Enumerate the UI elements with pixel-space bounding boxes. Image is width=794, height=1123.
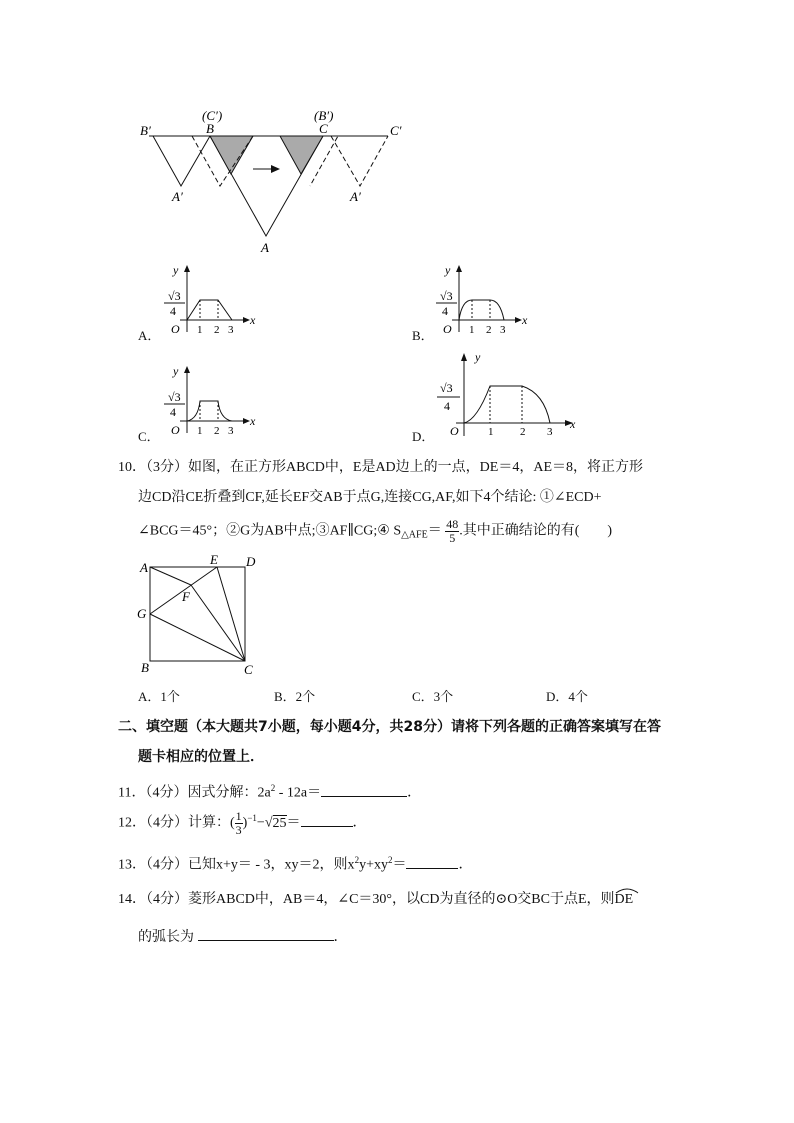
q10-line3: ∠BCG＝45°；②G为AB中点;③AF∥CG;④ $S_{\triangle AFE}=$ $\frac{48}{5}$ .其中正确结论的有( ) [138,517,613,545]
q9-main-figure [130,100,420,260]
svg-text:4: 4 [442,304,448,318]
q10-square-figure [130,550,270,680]
q14-line1: 14．（4分）菱形ABCD中，AB＝4，∠C＝30°，以CD为直径的⊙O交BC于点E，则 DE [118,890,633,910]
option-a-graph[interactable] [160,263,260,338]
svg-text:3: 3 [547,426,553,438]
svg-text:C: C [244,662,253,677]
svg-text:O: O [171,423,180,437]
q11: 11．（4分）因式分解：$2a^2 - 12a=$ ． [118,783,422,801]
svg-text:O: O [171,322,180,336]
label-a-prime-left: A′ [172,189,183,204]
section2-heading-line2: 题卡相应的位置上． [138,749,264,765]
svg-text:√3: √3 [168,390,181,404]
label-a: A [261,240,269,255]
label-c: C [319,121,328,136]
q11-answer-blank[interactable] [321,782,407,797]
q13: 13．（4分）已知x+y＝ - 3，xy＝2，则$x^2y+xy^2=$ ． [118,855,473,873]
svg-text:1: 1 [197,324,203,336]
option-c-letter[interactable]: C． [138,429,160,444]
svg-text:3: 3 [500,324,506,336]
q12: 12．（4分）计算：( $\frac{1}{3}$ )$^{-1}$−√25＝ ． [118,808,367,837]
svg-text:O: O [443,322,452,336]
q12-answer-blank[interactable] [301,812,353,827]
label-c-prime-paren: (C′) [202,108,223,123]
svg-text:G: G [137,606,147,621]
q10-option-b[interactable]: B．2个 [274,689,316,704]
svg-text:E: E [210,552,218,567]
q10-option-a[interactable]: A．1个 [138,689,180,704]
svg-text:4: 4 [170,405,176,419]
label-a-prime-right: A′ [350,189,361,204]
option-b-graph[interactable] [432,263,532,338]
q13-answer-blank[interactable] [406,854,458,869]
svg-text:O: O [450,424,459,438]
section2-heading-line1: 二、填空题（本大题共7小题，每小题4分，共28分）请将下列各题的正确答案填写在答 [118,719,661,735]
label-c-prime: C′ [390,123,402,138]
svg-text:y: y [173,364,179,378]
option-d-letter[interactable]: D． [412,429,435,444]
label-b-prime-paren: (B′) [314,108,334,123]
q14-line2: 的弧长为 ． [138,926,348,948]
svg-text:4: 4 [170,304,176,318]
svg-text:3: 3 [228,324,234,336]
svg-text:x: x [250,313,256,327]
svg-text:3: 3 [228,425,234,437]
svg-text:√3: √3 [168,289,181,303]
q10-option-d[interactable]: D．4个 [546,689,588,704]
q10-fraction: $\frac{48}{5}$ [446,517,459,545]
svg-text:x: x [522,313,528,327]
option-a-letter[interactable]: A． [138,328,161,343]
svg-text:√3: √3 [440,289,453,303]
svg-text:x: x [570,417,576,431]
label-b: B [206,121,214,136]
q14-answer-blank[interactable] [198,926,334,941]
svg-text:2: 2 [486,324,492,336]
svg-text:x: x [250,414,256,428]
q10-line2: 边CD沿CE折叠到CF,延长EF交AB于点G,连接CG,AF,如下4个结论: ①∠ECD+ [138,490,602,505]
option-b-letter[interactable]: B． [412,328,434,343]
svg-text:√3: √3 [440,381,453,395]
svg-text:y: y [173,263,179,277]
svg-text:B: B [141,660,149,675]
svg-text:1: 1 [488,426,494,438]
svg-text:1: 1 [469,324,475,336]
svg-text:2: 2 [214,324,220,336]
q10-option-c[interactable]: C．3个 [412,689,454,704]
svg-text:2: 2 [214,425,220,437]
svg-text:1: 1 [197,425,203,437]
svg-text:A: A [140,560,148,575]
svg-text:D: D [246,554,256,569]
svg-text:F: F [182,589,190,604]
svg-text:y: y [475,350,481,364]
q10-line1: 10．（3分）如图，在正方形ABCD中，E是AD边上的一点，DE＝4，AE＝8，将正方形 [118,460,643,475]
label-b-prime: B′ [140,123,151,138]
option-c-graph[interactable] [160,364,260,439]
svg-text:4: 4 [444,399,450,413]
svg-text:2: 2 [520,426,526,438]
option-d-graph[interactable] [432,348,587,440]
svg-text:y: y [445,263,451,277]
arc-symbol-icon [615,886,639,894]
